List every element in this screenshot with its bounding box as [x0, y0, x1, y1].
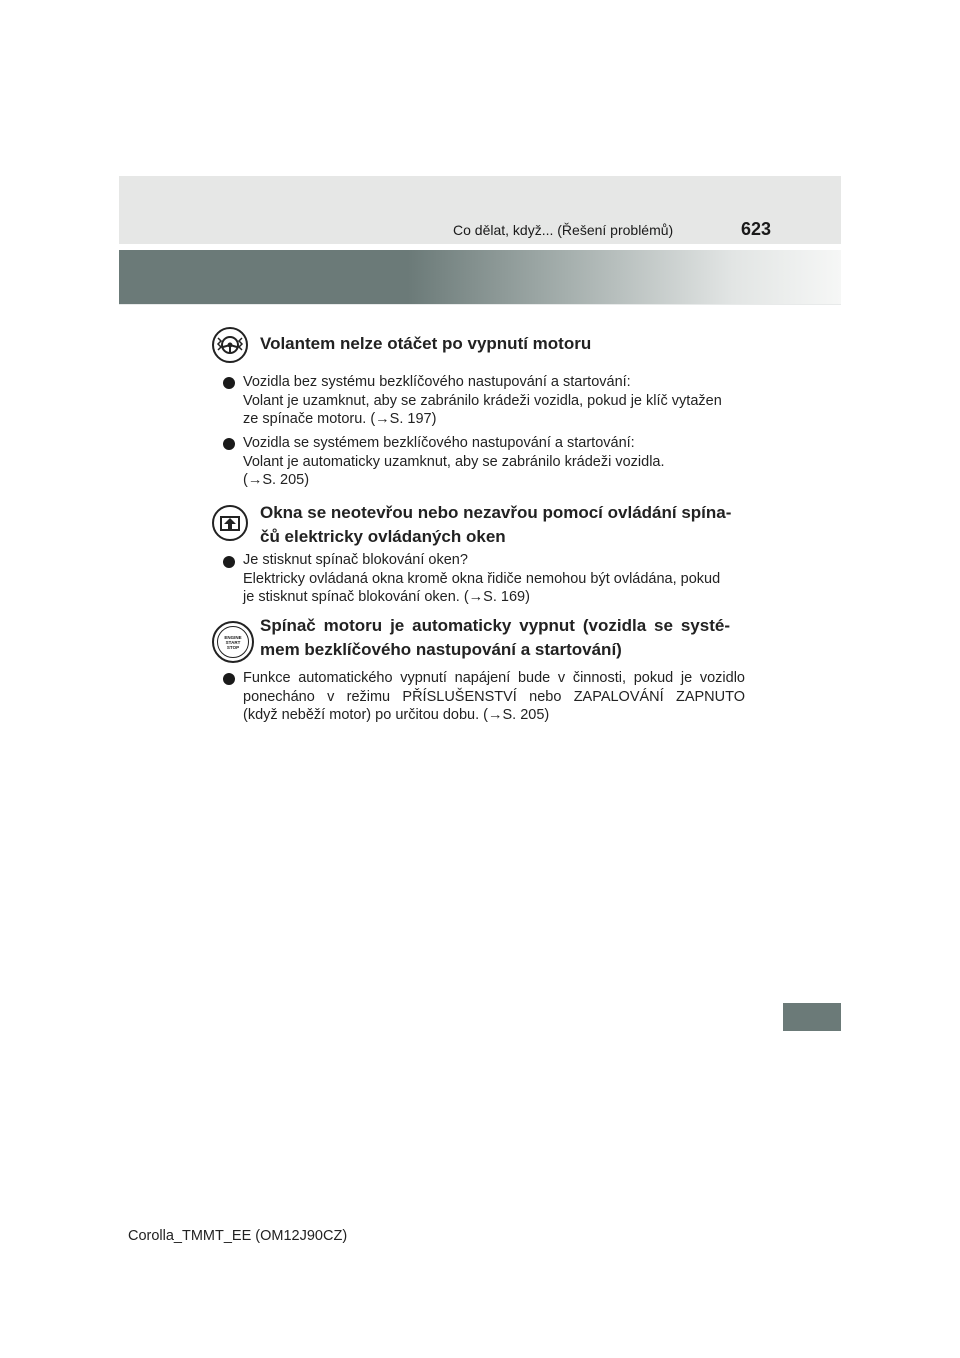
- window-lock-icon: [212, 505, 248, 541]
- document-id: Corolla_TMMT_EE (OM12J90CZ): [128, 1228, 348, 1244]
- paragraph-line: (→S. 205): [243, 472, 310, 488]
- icon-label: ENGINE: [224, 634, 242, 640]
- paragraph-line: Funkce automatického vypnutí napájení bude v činnosti, pokud je vozidlo: [243, 670, 745, 686]
- page-header: [119, 176, 841, 244]
- list-item: [243, 434, 745, 490]
- section-title: Co dělat, když... (Řešení problémů): [453, 222, 674, 238]
- paragraph-line: Volant je uzamknut, aby se zabránilo krádeži vozidla, pokud je klíč vytažen: [243, 392, 722, 409]
- engine-start-stop-icon: [212, 621, 254, 663]
- chapter-banner: [119, 250, 841, 304]
- bullet-icon: [223, 556, 235, 568]
- icon-label: STOP: [226, 644, 240, 650]
- paragraph-line: Vozidla bez systému bezklíčového nastupování a startování:: [243, 374, 631, 390]
- icon-label: START: [225, 639, 241, 645]
- paragraph-line: je stisknut spínač blokování oken. (→S. 169): [243, 589, 530, 605]
- heading-line: Volantem nelze otáčet po vypnutí motoru: [260, 334, 592, 353]
- paragraph-line: ze spínače motoru. (→S. 197): [243, 411, 437, 427]
- list-item: [243, 551, 745, 607]
- bullet-icon: [223, 673, 235, 685]
- list-item: [243, 669, 745, 725]
- steering-lock-icon: [212, 327, 248, 363]
- section-heading-steering: [260, 332, 591, 356]
- divider: [119, 304, 841, 305]
- section-heading-engine: [260, 614, 730, 662]
- paragraph-line: (když neběží motor) po určitou dobu. (→S. 205): [243, 707, 550, 723]
- bullet-icon: [223, 438, 235, 450]
- bullet-icon: [223, 377, 235, 389]
- paragraph-line: Volant je automaticky uzamknut, aby se zabránilo krádeži vozidla.: [243, 453, 665, 470]
- paragraph-line: ponecháno v režimu PŘÍSLUŠENSTVÍ nebo ZAPALOVÁNÍ ZAPNUTO: [243, 688, 745, 705]
- section-heading-windows: [260, 501, 731, 549]
- paragraph-line: Je stisknut spínač blokování oken?: [243, 552, 468, 568]
- heading-line: Okna se neotevřou nebo nezavřou pomocí ovládání spína-: [260, 503, 732, 522]
- paragraph-line: Elektricky ovládaná okna kromě okna řidiče nemohou být ovládána, pokud: [243, 570, 721, 587]
- paragraph-line: Vozidla se systémem bezklíčového nastupování a startování:: [243, 435, 635, 451]
- heading-line: čů elektricky ovládaných oken: [260, 527, 506, 546]
- list-item: [243, 373, 745, 429]
- heading-line: Spínač motoru je automaticky vypnut (vozidla se systé-: [260, 616, 730, 635]
- chapter-tab: [783, 1003, 841, 1031]
- heading-line: mem bezklíčového nastupování a startování): [260, 640, 622, 659]
- page-number: 623: [741, 219, 772, 239]
